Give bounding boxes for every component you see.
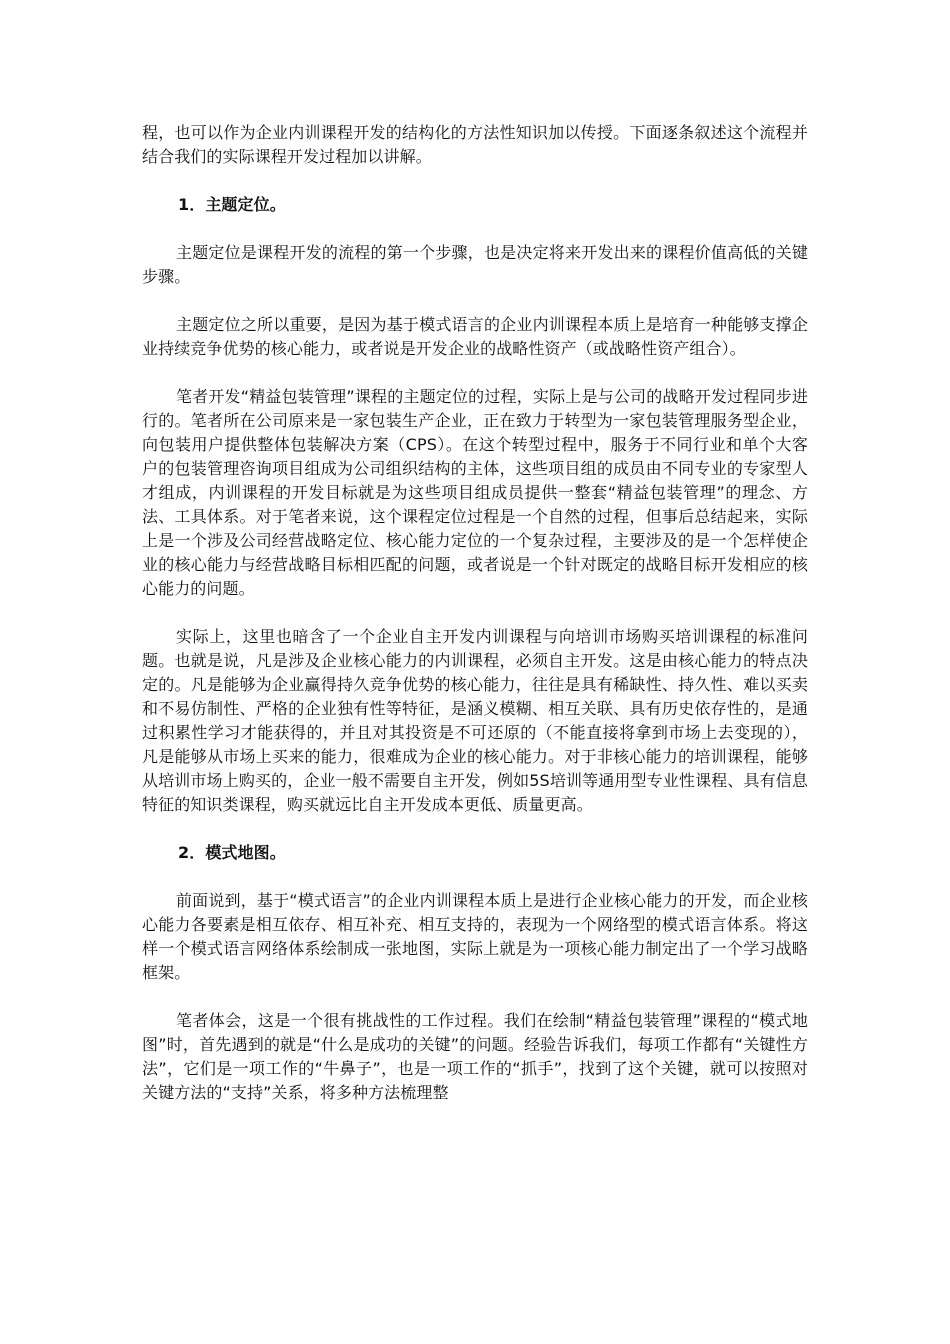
body-paragraph: 主题定位是课程开发的流程的第一个步骤，也是决定将来开发出来的课程价值高低的关键步骤。: [142, 243, 808, 286]
body-paragraph: 笔者开发“精益包装管理”课程的主题定位的过程，实际上是与公司的战略开发过程同步进行的。笔者所在公司原来是一家包装生产企业，正在致力于转型为一家包装管理服务型企业，向包装用户提供整体包装解决方案（CPS）。在这个转型过程中，服务于不同行业和单个大客户的包装管理咨询项目组成为公司组织结构的主体，这些项目组的成员由不同专业的专家型人才组成，内训课程的开发目标就是为这些项目组成员提供一整套“精益包装管理”的理念、方法、工具体系。对于笔者来说，这个课程定位过程是一个自然的过程，但事后总结起来，实际上是一个涉及公司经营战略定位、核心能力定位的一个复杂过程，主要涉及的是一个怎样使企业的核心能力与经营战略目标相匹配的问题，或者说是一个针对既定的战略目标开发相应的核心能力的问题。: [142, 387, 808, 598]
section-heading-topic-positioning: 1．主题定位。: [178, 195, 286, 214]
continuation-paragraph: 程，也可以作为企业内训课程开发的结构化的方法性知识加以传授。下面逐条叙述这个流程并结合我们的实际课程开发过程加以讲解。: [142, 123, 808, 166]
body-paragraph: 主题定位之所以重要，是因为基于模式语言的企业内训课程本质上是培育一种能够支撑企业持续竞争优势的核心能力，或者说是开发企业的战略性资产（或战略性资产组合）。: [142, 315, 808, 358]
body-paragraph: 前面说到，基于“模式语言”的企业内训课程本质上是进行企业核心能力的开发，而企业核心能力各要素是相互依存、相互补充、相互支持的，表现为一个网络型的模式语言体系。将这样一个模式语言网络体系绘制成一张地图，实际上就是为一项核心能力制定出了一个学习战略框架。: [142, 891, 808, 982]
section-heading-pattern-map: 2．模式地图。: [178, 843, 286, 862]
body-paragraph: 实际上，这里也暗含了一个企业自主开发内训课程与向培训市场购买培训课程的标准问题。也就是说，凡是涉及企业核心能力的内训课程，必须自主开发。这是由核心能力的特点决定的。凡是能够为企业赢得持久竞争优势的核心能力，往往是具有稀缺性、持久性、难以买卖和不易仿制性、严格的企业独有性等特征，是涵义模糊、相互关联、具有历史依存性的，是通过积累性学习才能获得的，并且对其投资是不可还原的（不能直接将拿到市场上去变现的），凡是能够从市场上买来的能力，很难成为企业的核心能力。对于非核心能力的培训课程，能够从培训市场上购买的，企业一般不需要自主开发，例如5S培训等通用型专业性课程、具有信息特征的知识类课程，购买就远比自主开发成本更低、质量更高。: [142, 627, 808, 814]
body-paragraph: 笔者体会，这是一个很有挑战性的工作过程。我们在绘制“精益包装管理”课程的“模式地图”时，首先遇到的就是“什么是成功的关键”的问题。经验告诉我们，每项工作都有“关键性方法”，它们是一项工作的“牛鼻子”，也是一项工作的“抓手”，找到了这个关键，就可以按照对关键方法的“支持”关系，将多种方法梳理整: [142, 1011, 808, 1102]
